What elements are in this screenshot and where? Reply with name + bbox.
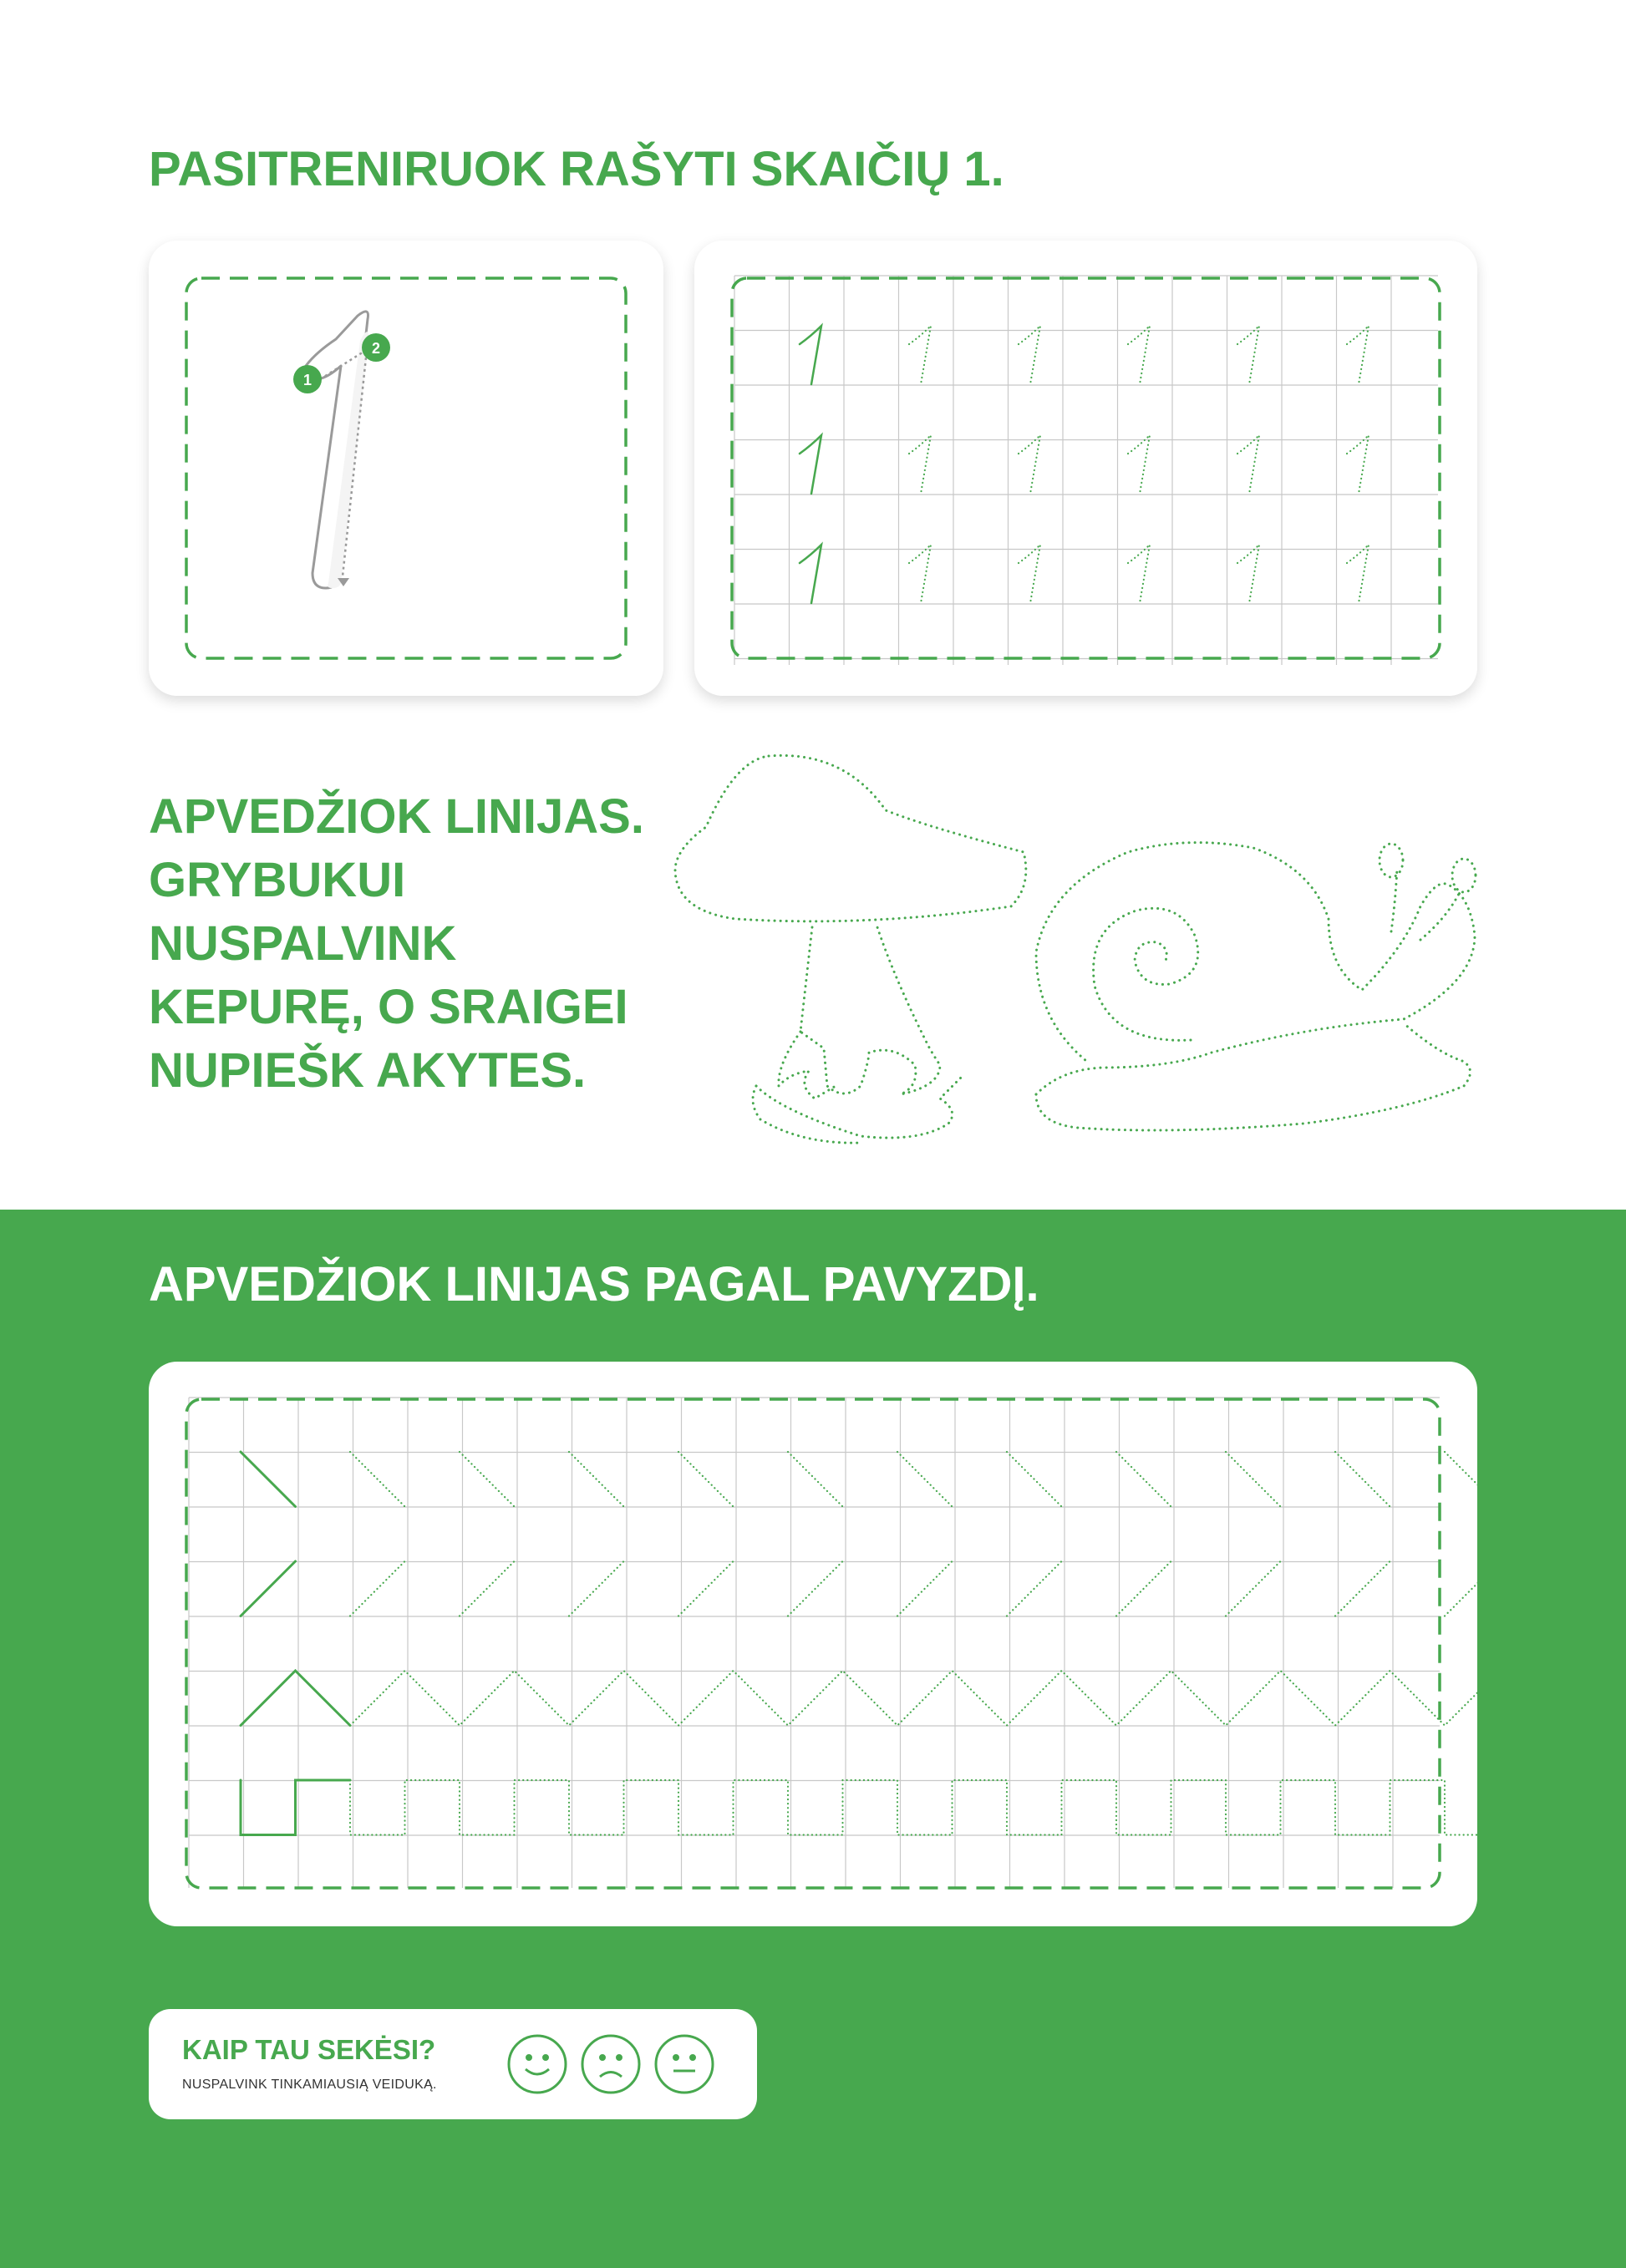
dotted-diagonal-up[interactable]: [1116, 1561, 1171, 1616]
digit-practice-grid[interactable]: [694, 241, 1477, 696]
sample-zigzag[interactable]: [241, 1671, 350, 1726]
instruction-line: NUSPALVINK: [149, 916, 457, 971]
feedback-title: KAIP TAU SEKĖSI?: [182, 2034, 436, 2065]
digit-one-dotted[interactable]: [909, 326, 931, 384]
digit-one-sample[interactable]: [800, 326, 821, 384]
dotted-diagonal-down[interactable]: [460, 1452, 515, 1507]
digit-demo-card: [149, 241, 663, 696]
dotted-diagonal-down[interactable]: [1445, 1452, 1477, 1507]
section-title-digit: PASITRENIRUOK RAŠYTI SKAIČIŲ 1.: [149, 142, 1004, 196]
stroke-step-1-label: 1: [302, 372, 312, 388]
dotted-square-wave[interactable]: [350, 1780, 1477, 1835]
neutral-face-icon[interactable]: [656, 2036, 713, 2093]
digit-one-dotted[interactable]: [1237, 545, 1259, 603]
digit-one-dotted[interactable]: [1347, 545, 1369, 603]
dotted-zigzag[interactable]: [350, 1671, 1477, 1726]
dotted-diagonal-down[interactable]: [678, 1452, 734, 1507]
digit-one-dotted[interactable]: [1019, 435, 1040, 494]
digit-one-dotted[interactable]: [1128, 435, 1150, 494]
dotted-diagonal-up[interactable]: [788, 1561, 843, 1616]
dotted-diagonal-up[interactable]: [678, 1561, 734, 1616]
digit-one-sample[interactable]: [800, 435, 821, 494]
feedback-subtitle: NUSPALVINK TINKAMIAUSIĄ VEIDUKĄ.: [182, 2078, 437, 2092]
dotted-diagonal-down[interactable]: [350, 1452, 405, 1507]
digit-demo-drawing: [149, 241, 663, 696]
instruction-line: GRYBUKUI: [149, 853, 406, 907]
dotted-diagonal-up[interactable]: [569, 1561, 624, 1616]
dotted-diagonal-down[interactable]: [788, 1452, 843, 1507]
feedback-card: [149, 2009, 757, 2119]
digit-one-dotted[interactable]: [1128, 545, 1150, 603]
dotted-diagonal-up[interactable]: [460, 1561, 515, 1616]
dotted-diagonal-down[interactable]: [1007, 1452, 1062, 1507]
dotted-diagonal-up[interactable]: [1007, 1561, 1062, 1616]
digit-one-dotted[interactable]: [1019, 326, 1040, 384]
dotted-diagonal-up[interactable]: [1445, 1561, 1477, 1616]
dotted-diagonal-down[interactable]: [1335, 1452, 1390, 1507]
instruction-line: KEPURĘ, O SRAIGEI: [149, 980, 628, 1034]
digit-one-dotted[interactable]: [1237, 326, 1259, 384]
line-tracing-grid[interactable]: [149, 1362, 1477, 1926]
dotted-diagonal-up[interactable]: [1335, 1561, 1390, 1616]
section-title-lines: APVEDŽIOK LINIJAS PAGAL PAVYZDĮ.: [149, 1257, 1039, 1312]
digit-one-dotted[interactable]: [909, 435, 931, 494]
digit-one-dotted[interactable]: [1347, 326, 1369, 384]
instruction-line: APVEDŽIOK LINIJAS.: [149, 789, 644, 844]
happy-face-icon[interactable]: [509, 2036, 566, 2093]
sample-diagonal-up[interactable]: [241, 1561, 296, 1616]
digit-one-dotted[interactable]: [1019, 545, 1040, 603]
digit-one-dotted[interactable]: [1128, 326, 1150, 384]
stroke-step-2-label: 2: [371, 340, 381, 357]
dotted-diagonal-up[interactable]: [1226, 1561, 1281, 1616]
feedback-faces[interactable]: [504, 2031, 721, 2098]
dotted-diagonal-down[interactable]: [897, 1452, 953, 1507]
digit-one-dotted[interactable]: [1237, 435, 1259, 494]
dotted-diagonal-down[interactable]: [569, 1452, 624, 1507]
instruction-trace-shapes: [149, 785, 683, 1103]
instruction-line: NUPIEŠK AKYTES.: [149, 1043, 587, 1098]
dotted-diagonal-up[interactable]: [897, 1561, 953, 1616]
line-tracing-card[interactable]: [149, 1362, 1477, 1926]
sad-face-icon[interactable]: [582, 2036, 639, 2093]
digit-one-dotted[interactable]: [1347, 435, 1369, 494]
digit-one-sample[interactable]: [800, 545, 821, 603]
digit-one-dotted[interactable]: [909, 545, 931, 603]
mushroom-outline-icon: [675, 755, 1026, 1143]
dotted-diagonal-down[interactable]: [1226, 1452, 1281, 1507]
dotted-diagonal-down[interactable]: [1116, 1452, 1171, 1507]
dotted-diagonal-up[interactable]: [350, 1561, 405, 1616]
snail-outline-icon: [1036, 843, 1476, 1130]
digit-practice-card[interactable]: [694, 241, 1477, 696]
sample-diagonal-down[interactable]: [241, 1452, 296, 1507]
sample-square-wave[interactable]: [241, 1780, 350, 1835]
